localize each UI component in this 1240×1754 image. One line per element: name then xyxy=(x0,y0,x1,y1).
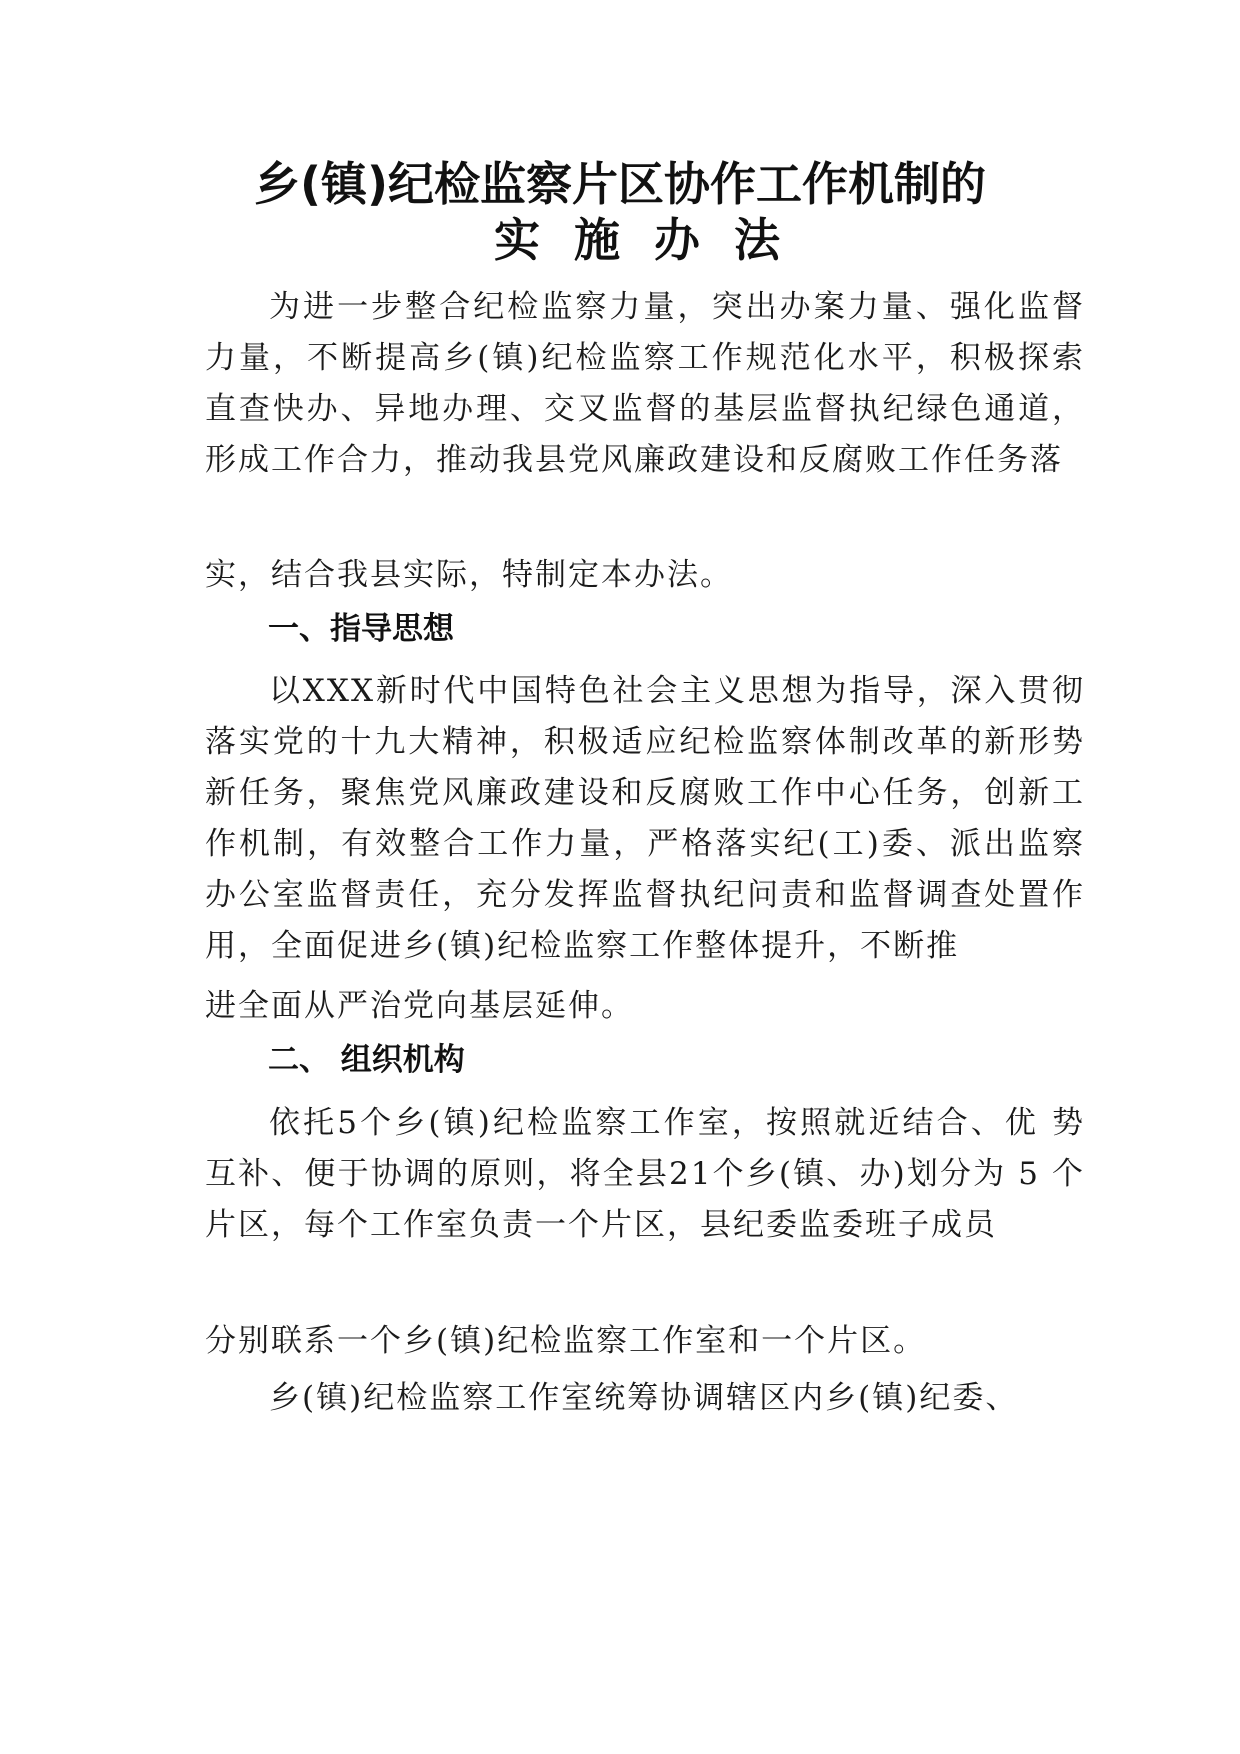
section-heading-organization: 二、 组织机构 xyxy=(268,1042,465,1078)
organization-paragraph: 依托5个乡(镇)纪检监察工作室，按照就近结合、优 势互补、便于协调的原则，将全县21个乡(镇、办)划分为 5 个片区，每个工作室负责一个片区，县纪委监委班子成员 xyxy=(205,1105,1085,1243)
guiding-ideology-paragraph-continued: 进全面从严治党向基层延伸。 xyxy=(205,988,634,1024)
guiding-ideology-paragraph: 以XXX新时代中国特色社会主义思想为指导，深入贯彻落实党的十九大精神，积极适应纪检监察体制改革的新形势新任务，聚焦党风廉政建设和反腐败工作中心任务，创新工作机制，有效整合工作力量，严格落实纪(工)委、派出监察办公室监督责任，充分发挥监督执纪问责和监督调查处置作用，全面促进乡(镇)纪检监察工作整体提升，不断推 xyxy=(205,673,1085,964)
document-title-line-1: 乡(镇)纪检监察片区协作工作机制的 xyxy=(253,157,987,211)
document-title-line-2: 实施办法 xyxy=(494,213,814,267)
intro-paragraph-continued: 实，结合我县实际，特制定本办法。 xyxy=(205,557,733,593)
organization-paragraph-continued: 分别联系一个乡(镇)纪检监察工作室和一个片区。 xyxy=(205,1323,927,1359)
section-heading-guiding-ideology: 一、指导思想 xyxy=(268,611,454,647)
coordination-paragraph: 乡(镇)纪检监察工作室统筹协调辖区内乡(镇)纪委、 xyxy=(269,1380,1019,1416)
intro-paragraph: 为进一步整合纪检监察力量，突出办案力量、强化监督力量，不断提高乡(镇)纪检监察工作规范化水平，积极探索直查快办、异地办理、交叉监督的基层监督执纪绿色通道， 形成工作合力，推动我县党风廉政建设和反腐败工作任务落 xyxy=(205,289,1085,478)
